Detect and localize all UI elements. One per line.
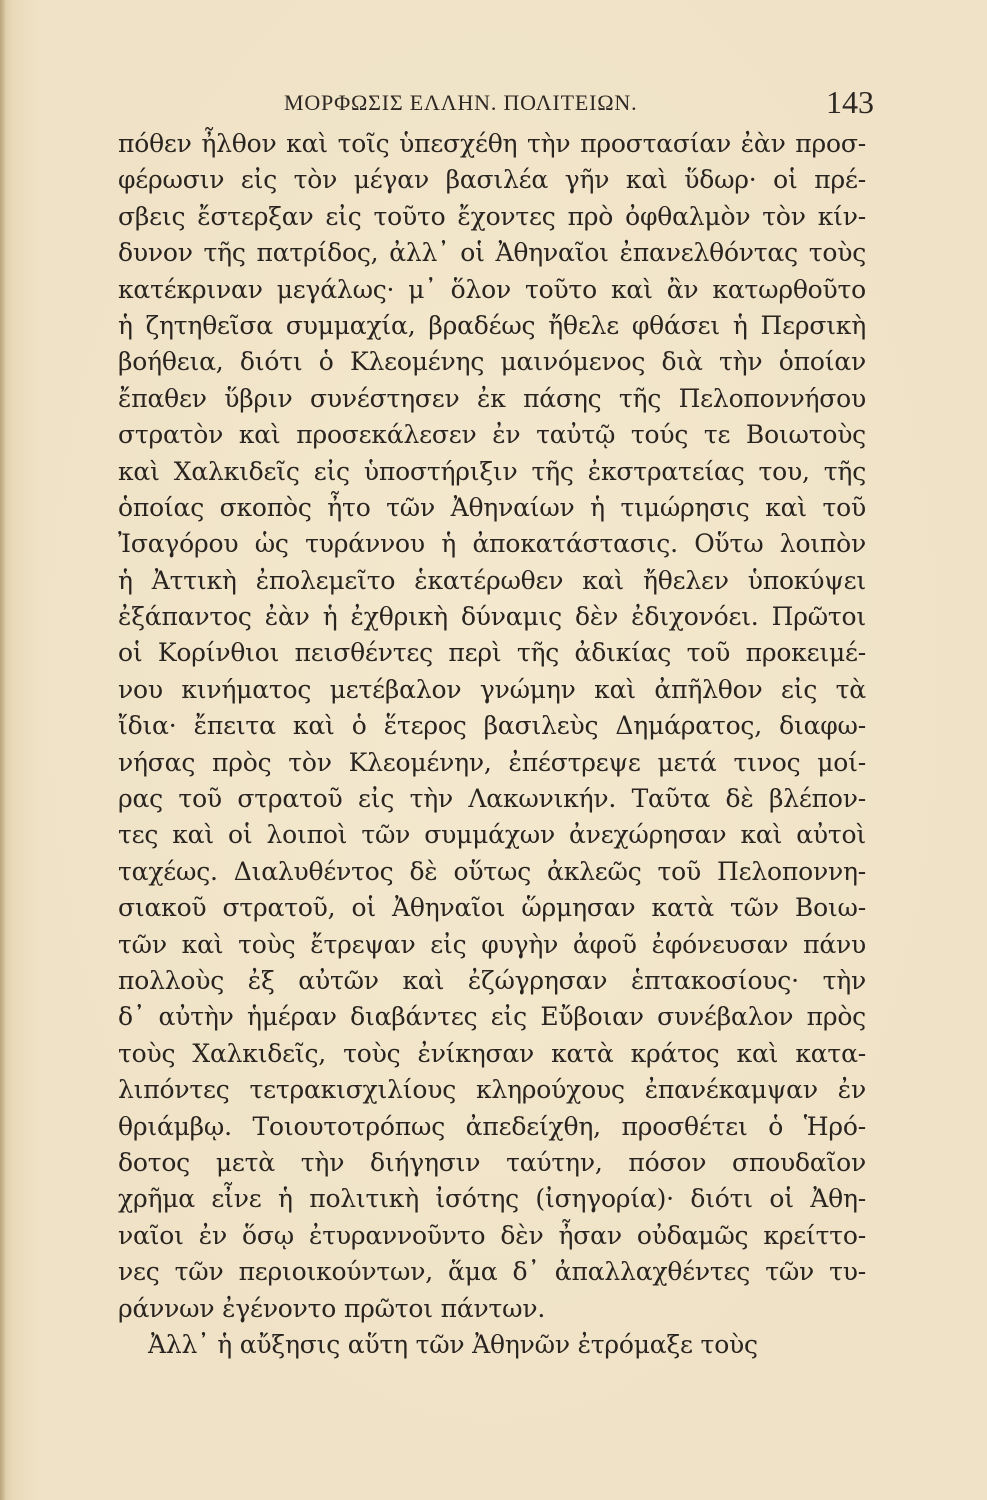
text-line: φέρωσιν εἰς τὸν μέγαν βασιλέα γῆν καὶ ὕδωρ· οἱ πρέ- xyxy=(118,165,866,195)
text-line: χρῆμα εἶνε ἡ πολιτικὴ ἰσότης (ἰσηγορία)· διότι οἱ Ἀθη- xyxy=(118,1184,866,1214)
text-line: τοὺς Χαλκιδεῖς, τοὺς ἐνίκησαν κατὰ κράτος καὶ κατα- xyxy=(118,1038,866,1068)
text-line: ταχέως. Διαλυθέντος δὲ οὕτως ἀκλεῶς τοῦ Πελοποννη- xyxy=(118,856,866,886)
text-line: ναῖοι ἐν ὅσῳ ἐτυραννοῦντο δὲν ἦσαν οὐδαμῶς κρείττο- xyxy=(118,1220,866,1250)
text-body xyxy=(118,126,866,1363)
text-line: βοήθεια, διότι ὁ Κλεομένης μαινόμενος διὰ τὴν ὁποίαν xyxy=(118,347,866,377)
text-line: δ᾽ αὐτὴν ἡμέραν διαβάντες εἰς Εὔβοιαν συνέβαλον πρὸς xyxy=(118,1002,866,1032)
page-binding-edge xyxy=(0,0,6,1500)
text-line: Ἀλλ᾽ ἡ αὔξησις αὕτη τῶν Ἀθηνῶν ἐτρόμαξε τοὺς xyxy=(148,1329,758,1359)
text-line: δοτος μετὰ τὴν διήγησιν ταύτην, πόσον σπουδαῖον xyxy=(118,1147,866,1177)
text-line: ἐξάπαντος ἐὰν ἡ ἐχθρικὴ δύναμις δὲν ἐδιχονόει. Πρῶτοι xyxy=(118,602,866,632)
running-title: ΜΟΡΦΩΣΙΣ ΕΛΛΗΝ. ΠΟΛΙΤΕΙΩΝ. xyxy=(284,90,638,115)
text-line: τες καὶ οἱ λοιποὶ τῶν συμμάχων ἀνεχώρησαν καὶ αὐτοὶ xyxy=(118,820,866,850)
text-line: πολλοὺς ἐξ αὐτῶν καὶ ἐζώγρησαν ἑπτακοσίους· τὴν xyxy=(118,965,866,995)
text-line: λιπόντες τετρακισχιλίους κληρούχους ἐπανέκαμψαν ἐν xyxy=(118,1075,866,1105)
text-line: ἴδια· ἔπειτα καὶ ὁ ἕτερος βασιλεὺς Δημάρατος, διαφω- xyxy=(118,711,866,741)
text-line: νήσας πρὸς τὸν Κλεομένην, ἐπέστρεψε μετά τινος μοί- xyxy=(118,747,866,777)
text-line: ἡ Ἀττικὴ ἐπολεμεῖτο ἑκατέρωθεν καὶ ἤθελεν ὑποκύψει xyxy=(118,565,866,595)
text-line: σβεις ἔστερξαν εἰς τοῦτο ἔχοντες πρὸ ὀφθαλμὸν τὸν κίν- xyxy=(118,201,866,231)
text-line: νου κινήματος μετέβαλον γνώμην καὶ ἀπῆλθον εἰς τὰ xyxy=(118,674,866,704)
text-line: στρατὸν καὶ προσεκάλεσεν ἐν ταὐτῷ τούς τε Βοιωτοὺς xyxy=(118,420,866,450)
text-line: δυνον τῆς πατρίδος, ἀλλ᾽ οἱ Ἀθηναῖοι ἐπανελθόντας τοὺς xyxy=(118,238,866,268)
text-line: ἔπαθεν ὕβριν συνέστησεν ἐκ πάσης τῆς Πελοποννήσου xyxy=(118,383,866,413)
text-line: ἡ ζητηθεῖσα συμμαχία, βραδέως ἤθελε φθάσει ἡ Περσικὴ xyxy=(118,310,866,340)
text-line: θριάμβῳ. Τοιουτοτρόπως ἀπεδείχθη, προσθέτει ὁ Ἡρό- xyxy=(118,1111,866,1141)
page-number: 143 xyxy=(826,84,874,120)
text-line: κατέκριναν μεγάλως· μ᾽ ὅλον τοῦτο καὶ ἂν κατωρθοῦτο xyxy=(118,274,866,304)
text-line: νες τῶν περιοικούντων, ἅμα δ᾽ ἀπαλλαχθέντες τῶν τυ- xyxy=(118,1257,866,1287)
text-line: Ἰσαγόρου ὡς τυράννου ἡ ἀποκατάστασις. Οὕτω λοιπὸν xyxy=(118,529,866,559)
text-line: ράννων ἐγένοντο πρῶτοι πάντων. xyxy=(118,1293,546,1323)
text-line: πόθεν ἦλθον καὶ τοῖς ὑπεσχέθη τὴν προστασίαν ἐὰν προσ- xyxy=(118,129,866,158)
text-line: καὶ Χαλκιδεῖς εἰς ὑποστήριξιν τῆς ἐκστρατείας του, τῆς xyxy=(118,456,866,486)
text-line: σιακοῦ στρατοῦ, οἱ Ἀθηναῖοι ὥρμησαν κατὰ τῶν Βοιω- xyxy=(118,893,866,923)
text-line: τῶν καὶ τοὺς ἔτρεψαν εἰς φυγὴν ἀφοῦ ἐφόνευσαν πάνυ xyxy=(118,929,866,959)
running-head xyxy=(284,84,874,124)
text-line: οἱ Κορίνθιοι πεισθέντες περὶ τῆς ἀδικίας τοῦ προκειμέ- xyxy=(118,638,866,668)
text-line: ρας τοῦ στρατοῦ εἰς τὴν Λακωνικήν. Ταῦτα δὲ βλέπον- xyxy=(118,784,866,814)
text-line: ὁποίας σκοπὸς ἦτο τῶν Ἀθηναίων ἡ τιμώρησις καὶ τοῦ xyxy=(118,492,866,522)
